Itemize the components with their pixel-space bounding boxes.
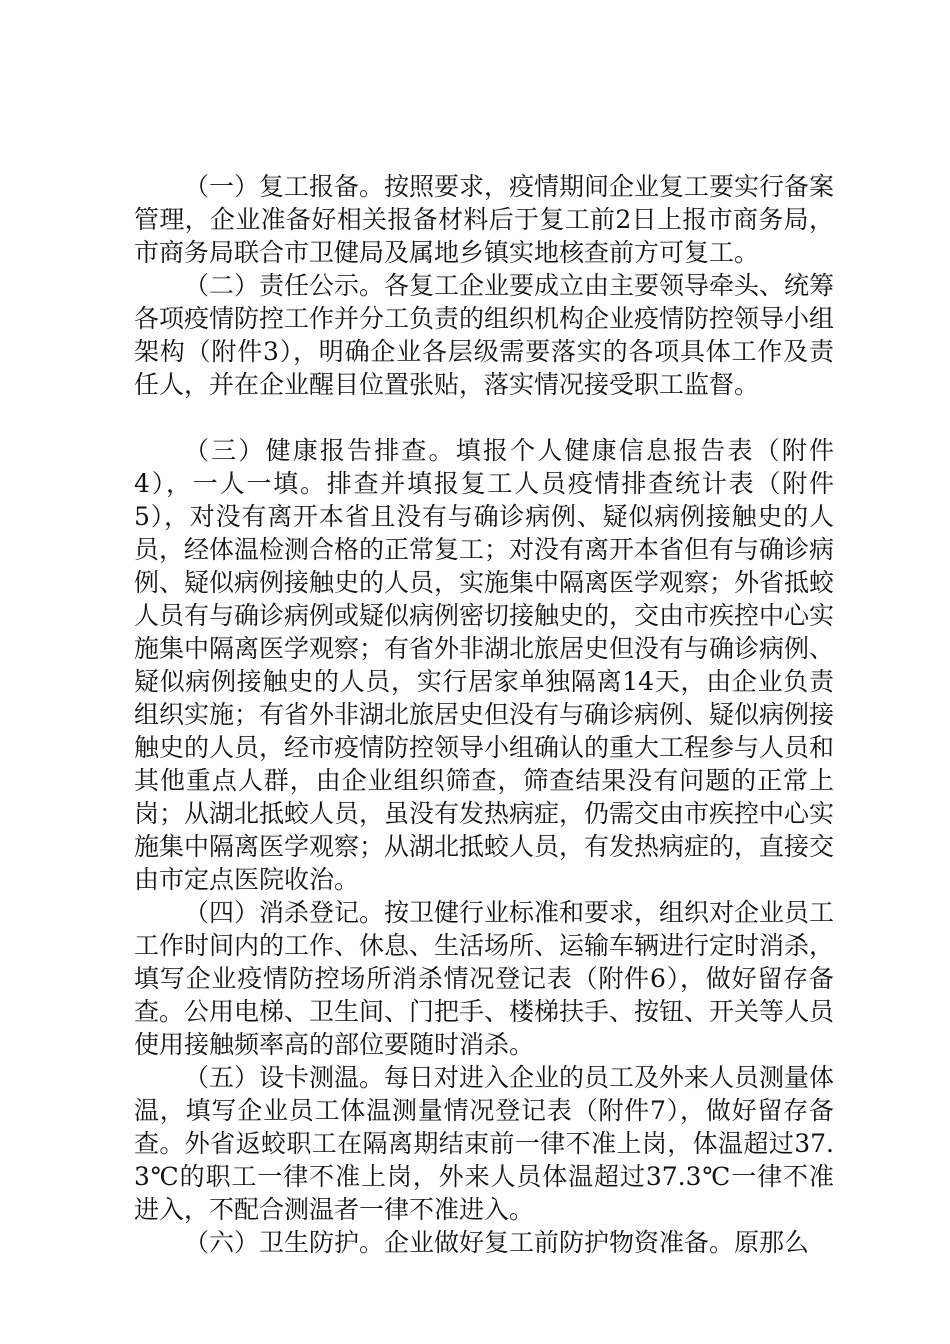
paragraph-6-hygiene: （六）卫生防护。企业做好复工前防护物资准备。原那么: [184, 1228, 810, 1257]
paragraph-4-disinfection: （四）消杀登记。按卫健行业标准和要求，组织对企业员工工作时间内的工作、休息、生活场所、运输车辆进行定时消杀，填写企业疫情防控场所消杀情况登记表（附件6），做好留存备查。公用电梯、卫生间、门把手、楼梯扶手、按钮、开关等人员使用接触频率高的部位要随时消杀。: [134, 898, 835, 1059]
paragraph-5-temperature: （五）设卡测温。每日对进入企业的员工及外来人员测量体温，填写企业员工体温测量情况登记表（附件7），做好留存备查。外省返蛟职工在隔离期结束前一律不准上岗，体温超过37.3℃的职工一律不准上岗，外来人员体温超过37.3℃一律不准进入，不配合测温者一律不准进入。: [134, 1063, 835, 1224]
paragraph-3-health-report: （三）健康报告排查。填报个人健康信息报告表（附件4），一人一填。排查并填报复工人员疫情排查统计表（附件5），对没有离开本省且没有与确诊病例、疑似病例接触史的人员，经体温检测合格的正常复工；对没有离开本省但有与确诊病例、疑似病例接触史的人员，实施集中隔离医学观察；外省抵蛟人员有与确诊病例或疑似病例密切接触史的，交由市疾控中心实施集中隔离医学观察；有省外非湖北旅居史但没有与确诊病例、疑似病例接触史的人员，实行居家单独隔离14天，由企业负责组织实施；有省外非湖北旅居史但没有与确诊病例、疑似病例接触史的人员，经市疫情防控领导小组确认的重大工程参与人员和其他重点人群，由企业组织筛查，筛查结果没有问题的正常上岗；从湖北抵蛟人员，虽没有发热病症，仍需交由市疾控中心实施集中隔离医学观察；从湖北抵蛟人员，有发热病症的，直接交由市定点医院收治。: [134, 436, 835, 894]
paragraph-1-filing: （一）复工报备。按照要求，疫情期间企业复工要实行备案管理，企业准备好相关报备材料后于复工前2日上报市商务局，市商务局联合市卫健局及属地乡镇实地核查前方可复工。: [134, 172, 835, 267]
paragraph-2-responsibility: （二）责任公示。各复工企业要成立由主要领导牵头、统筹各项疫情防控工作并分工负责的组织机构企业疫情防控领导小组架构（附件3），明确企业各层级需要落实的各项具体工作及责任人，并在企业醒目位置张贴，落实情况接受职工监督。: [134, 271, 835, 399]
document-body: [134, 170, 834, 1259]
